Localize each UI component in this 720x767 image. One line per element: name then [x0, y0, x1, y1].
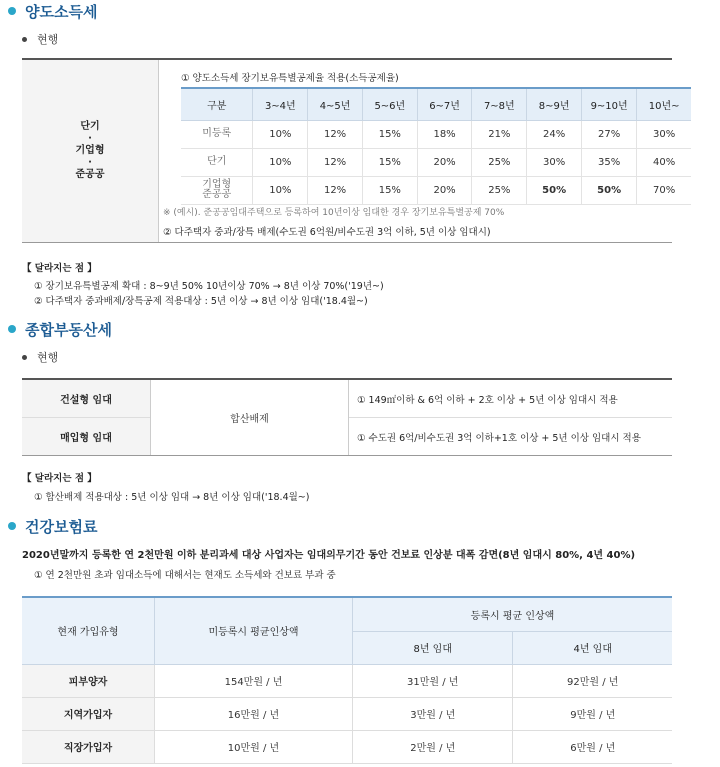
- changes-heading: 【 달라지는 점 】: [22, 473, 97, 484]
- rate-cell: 35%: [582, 148, 637, 176]
- table-row: [22, 664, 672, 697]
- rate-cell: 50%: [527, 176, 582, 204]
- row-label: 기업형 준공공: [181, 176, 253, 204]
- health-insurance-table: [22, 596, 672, 764]
- table-header-row: [181, 88, 691, 120]
- membership-type-cell: 피부양자: [22, 664, 155, 697]
- rate-cell: 24%: [527, 120, 582, 148]
- header-cell: 구분: [181, 88, 253, 120]
- rate-cell: 30%: [527, 148, 582, 176]
- rate-cell: 15%: [362, 120, 417, 148]
- rate-cell: 15%: [362, 148, 417, 176]
- subheading-current: [22, 31, 58, 47]
- health-insurance-lead: 2020년말까지 등록한 연 2천만원 이하 분리과세 대상 사업자는 임대의무기간 동안 건보료 인상분 대폭 감면(8년 임대시 80%, 4년 40%): [22, 550, 636, 561]
- table-row: [181, 176, 691, 204]
- table-row: [22, 697, 672, 730]
- section-title-capital-gains: [8, 1, 97, 22]
- col-registered-increase: 등록시 평균 인상액: [353, 597, 673, 631]
- header-cell: 7~8년: [472, 88, 527, 120]
- purchase-rental-condition: ① 수도권 6억/비수도권 3억 이하+1호 이상 + 5년 이상 임대시 적용: [357, 432, 641, 444]
- membership-type-cell: 직장가입자: [22, 730, 155, 763]
- table-row: [181, 148, 691, 176]
- construction-rental-label: 건설형 임대: [22, 380, 150, 418]
- section-title-text: 건강보험료: [25, 518, 98, 536]
- header-cell: 8~9년: [527, 88, 582, 120]
- rate-cell: 10%: [253, 148, 308, 176]
- separator-dot: ·: [88, 157, 92, 168]
- aggregation-exclusion: 합산배제: [151, 380, 349, 455]
- rate-cell: 10%: [253, 176, 308, 204]
- rate-cell: 21%: [472, 120, 527, 148]
- amount-cell: 3만원 / 년: [353, 697, 513, 730]
- header-cell: 6~7년: [417, 88, 472, 120]
- amount-cell: 92만원 / 년: [567, 677, 619, 688]
- table-header-row: [22, 597, 672, 631]
- bullet-icon: [22, 355, 27, 360]
- subheading-text: 현행: [37, 351, 59, 364]
- applicable-types: [22, 60, 159, 242]
- conditions: [349, 380, 672, 455]
- rate-cell: 20%: [417, 176, 472, 204]
- rate-cell: 40%: [652, 156, 676, 168]
- header-cell: 5~6년: [362, 88, 417, 120]
- table-body: [181, 120, 691, 204]
- col-membership-type: 현재 가입유형: [22, 597, 155, 664]
- header-cell: 4~5년: [308, 88, 363, 120]
- amount-cell: 2만원 / 년: [353, 730, 513, 763]
- rate-cell: 20%: [417, 148, 472, 176]
- table-body: [22, 664, 672, 763]
- section-title-comprehensive-tax: [8, 319, 112, 340]
- header-cell: 3~4년: [253, 88, 308, 120]
- change-item-1: ① 장기보유특별공제 확대 : 8~9년 50% 10년이상 70% → 8년 이상 70%('19년~): [34, 281, 384, 292]
- changes-heading: 【 달라지는 점 】: [22, 263, 97, 274]
- row-label: 단기: [181, 148, 253, 176]
- bullet-icon: [22, 37, 27, 42]
- capital-gains-content: [159, 60, 680, 242]
- rental-types: [22, 380, 151, 455]
- rate-cell: 12%: [308, 120, 363, 148]
- amount-cell: 16만원 / 년: [155, 697, 353, 730]
- bullet-dot-icon: [8, 522, 16, 530]
- header-cell: 9~10년: [582, 88, 637, 120]
- amount-cell: 154만원 / 년: [155, 664, 353, 697]
- row-label: 미등록: [181, 120, 253, 148]
- type-corporate: 기업형: [75, 145, 105, 156]
- type-semi-public: 준공공: [75, 169, 105, 180]
- item-long-term-deduction: ① 양도소득세 장기보유특별공제율 적용(소득공제율): [181, 73, 399, 84]
- rate-cell: 50%: [582, 176, 637, 204]
- capital-gains-block: [22, 58, 680, 243]
- col-4-year: 4년 임대: [513, 631, 672, 664]
- table-row: [22, 730, 672, 763]
- header-cell: 10년~: [648, 100, 680, 112]
- rate-cell: 10%: [253, 120, 308, 148]
- col-unregistered-increase: 미등록시 평균인상액: [155, 597, 353, 664]
- example-note: ※ (예시). 준공공임대주택으로 등록하여 10년이상 임대한 경우 장기보유특별공제 70%: [163, 208, 505, 218]
- rate-cell: 15%: [362, 176, 417, 204]
- rate-cell: 25%: [472, 176, 527, 204]
- construction-rental-condition: ① 149㎡이하 & 6억 이하 + 2호 이상 + 5년 이상 임대시 적용: [349, 380, 672, 418]
- change-item-1: ① 합산배제 적용대상 : 5년 이상 임대 → 8년 이상 임대('18.4월~): [34, 492, 310, 503]
- section-title-health-insurance: [8, 516, 97, 537]
- rate-cell: 30%: [652, 128, 676, 140]
- item-multi-home-exclusion: ② 다주택자 중과/장특 배제(수도권 6억원/비수도권 3억 이하, 5년 이상 임대시): [163, 227, 491, 238]
- subheading-current: [22, 349, 58, 365]
- membership-type-cell: 지역가입자: [22, 697, 155, 730]
- rate-cell: 70%: [652, 184, 676, 196]
- section-title-text: 양도소득세: [25, 3, 98, 21]
- amount-cell: 6만원 / 년: [570, 743, 616, 754]
- deduction-rate-table: [181, 87, 691, 205]
- change-item-2: ② 다주택자 중과배제/장특공제 적용대상 : 5년 이상 → 8년 이상 임대('18.4월~): [34, 296, 368, 307]
- subheading-text: 현행: [37, 33, 59, 46]
- rate-cell: 27%: [582, 120, 637, 148]
- comprehensive-tax-block: [22, 378, 672, 456]
- amount-cell: 9만원 / 년: [570, 710, 616, 721]
- rate-cell: 12%: [308, 176, 363, 204]
- bullet-dot-icon: [8, 325, 16, 333]
- amount-cell: 10만원 / 년: [155, 730, 353, 763]
- purchase-rental-label: 매입형 임대: [60, 433, 112, 444]
- table-row: [181, 120, 691, 148]
- section-title-text: 종합부동산세: [25, 321, 112, 339]
- rate-cell: 12%: [308, 148, 363, 176]
- type-short-term: 단기: [80, 121, 100, 132]
- rate-cell: 25%: [472, 148, 527, 176]
- amount-cell: 31만원 / 년: [353, 664, 513, 697]
- bullet-dot-icon: [8, 7, 16, 15]
- col-8-year: 8년 임대: [353, 631, 513, 664]
- separator-dot: ·: [88, 133, 92, 144]
- health-insurance-note: ① 연 2천만원 초과 임대소득에 대해서는 현재도 소득세와 건보료 부과 중: [34, 570, 336, 581]
- rate-cell: 18%: [417, 120, 472, 148]
